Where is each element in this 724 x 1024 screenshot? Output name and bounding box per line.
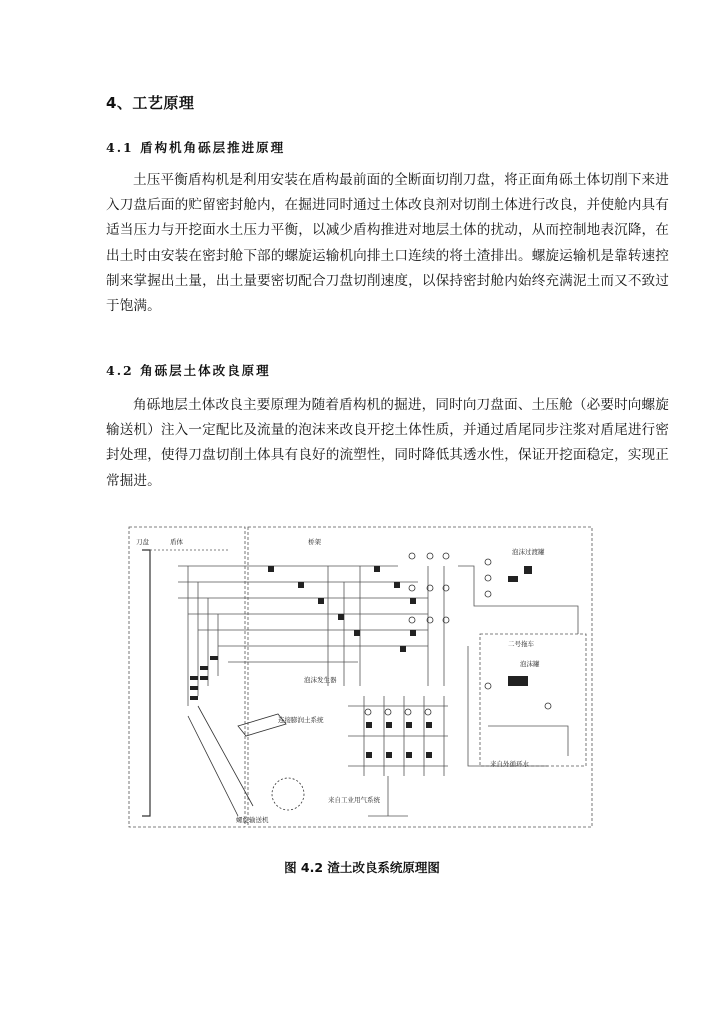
paragraph-4-1: 土压平衡盾构机是利用安装在盾构最前面的全断面切削刀盘，将正面角砾土体切削下来进入刀盘后面的贮留密封舱内，在掘进同时通过土体改良剂对切削土体进行改良，并使舱内具有适当压力与开挖面水土压力平衡，以减少盾构推进对地层土体的扰动，从而控制地表沉降，在出土时由安装在密封舱下部的螺旋运输机向排土口连续的将土渣排出。螺旋运输机是靠转速控制来掌握出土量，出土量要密切配合刀盘切削速度，以保持密封舱内始终充满泥土而又不致过于饱满。 [106, 172, 669, 315]
figure-caption: 图 4.2 渣土改良系统原理图 [284, 860, 440, 875]
label-continuous-conditioning: 连接膨润土系统 [278, 716, 324, 724]
paragraph-4-2: 角砾地层土体改良主要原理为随着盾构机的掘进，同时向刀盘面、土压舱（必要时向螺旋输送机）注入一定配比及流量的泡沫来改良开挖土体性质，并通过盾尾同步注浆对盾尾进行密封处理，使得刀盘切削土体具有良好的流塑性，同时降低其透水性，保证开挖面稳定，实现正常掘进。 [106, 397, 669, 489]
label-external-water: 来自外循环水 [490, 760, 529, 768]
subsection-heading-4-1: 4.1 盾构机角砾层推进原理 [106, 140, 286, 155]
label-trailer2: 二号拖车 [508, 640, 534, 648]
cutterhead-shape [142, 550, 150, 816]
soil-conditioning-system-diagram [128, 526, 594, 830]
trailer-zone-frame [248, 527, 592, 827]
section-heading: 4、工艺原理 [106, 94, 195, 112]
label-shield: 盾体 [170, 538, 183, 546]
trailer2-frame [480, 634, 586, 766]
label-foam-transfer-tank: 泡沫过渡罐 [512, 548, 545, 556]
label-cutter: 刀盘 [136, 538, 149, 546]
label-foam-tank: 泡沫罐 [520, 660, 540, 668]
shield-zone-frame [129, 527, 245, 827]
label-industrial-air: 来自工业用气系统 [328, 796, 380, 804]
label-screw-conveyor: 螺旋输送机 [236, 816, 269, 824]
label-foam-generator: 泡沫发生器 [304, 676, 337, 684]
subsection-heading-4-2: 4.2 角砾层土体改良原理 [106, 363, 271, 378]
label-bridge: 桥架 [308, 538, 321, 546]
